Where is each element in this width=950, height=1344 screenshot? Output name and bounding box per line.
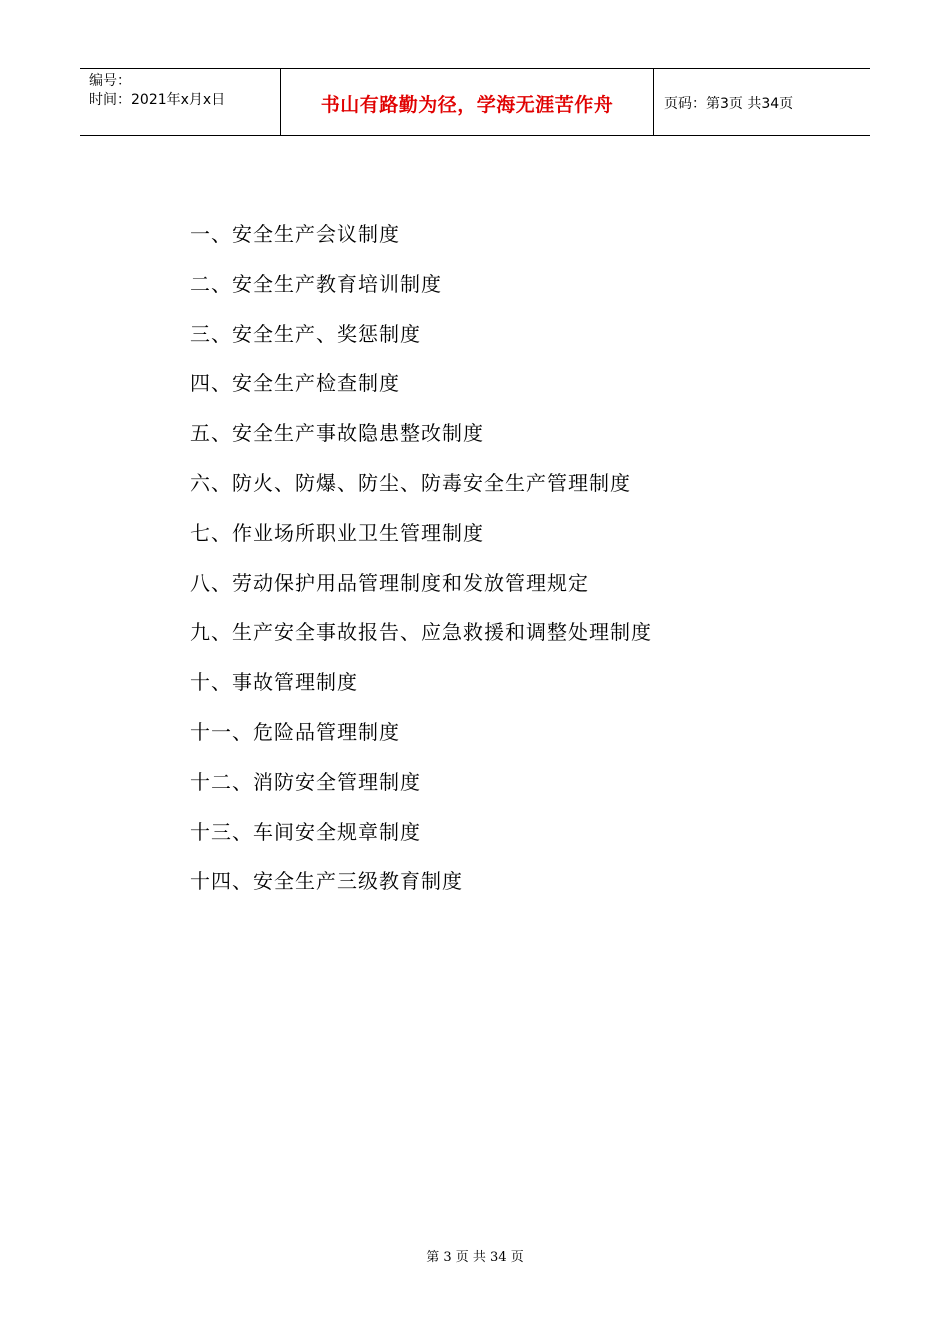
table-of-contents	[190, 214, 652, 911]
toc-item: 一、安全生产会议制度	[190, 222, 400, 246]
toc-item: 十、事故管理制度	[190, 670, 358, 695]
header-motto: 书山有路勤为径，学海无涯苦作舟	[281, 69, 654, 135]
toc-item: 六、防火、防爆、防尘、防毒安全生产管理制度	[190, 470, 631, 495]
header-meta	[80, 69, 281, 135]
toc-item: 十二、消防安全管理制度	[190, 769, 421, 794]
page-header	[80, 68, 870, 136]
toc-item: 二、安全生产教育培训制度	[190, 271, 442, 296]
toc-item: 八、劳动保护用品管理制度和发放管理规定	[190, 570, 589, 595]
toc-item: 十一、危险品管理制度	[190, 719, 400, 744]
document-time-label: 时间：2021年x月x日	[89, 92, 226, 108]
toc-item: 四、安全生产检查制度	[190, 371, 400, 396]
toc-item: 十四、安全生产三级教育制度	[190, 869, 463, 894]
toc-item: 五、安全生产事故隐患整改制度	[190, 421, 484, 446]
page-footer: 第 3 页 共 34 页	[426, 1250, 524, 1265]
header-page-info: 页码：第3页 共34页	[664, 96, 794, 112]
toc-item: 七、作业场所职业卫生管理制度	[190, 520, 484, 545]
toc-item: 三、安全生产、奖惩制度	[190, 321, 421, 346]
toc-item: 十三、车间安全规章制度	[190, 819, 421, 844]
toc-item: 九、生产安全事故报告、应急救援和调整处理制度	[190, 620, 652, 645]
document-number-label: 编号：	[89, 73, 131, 89]
